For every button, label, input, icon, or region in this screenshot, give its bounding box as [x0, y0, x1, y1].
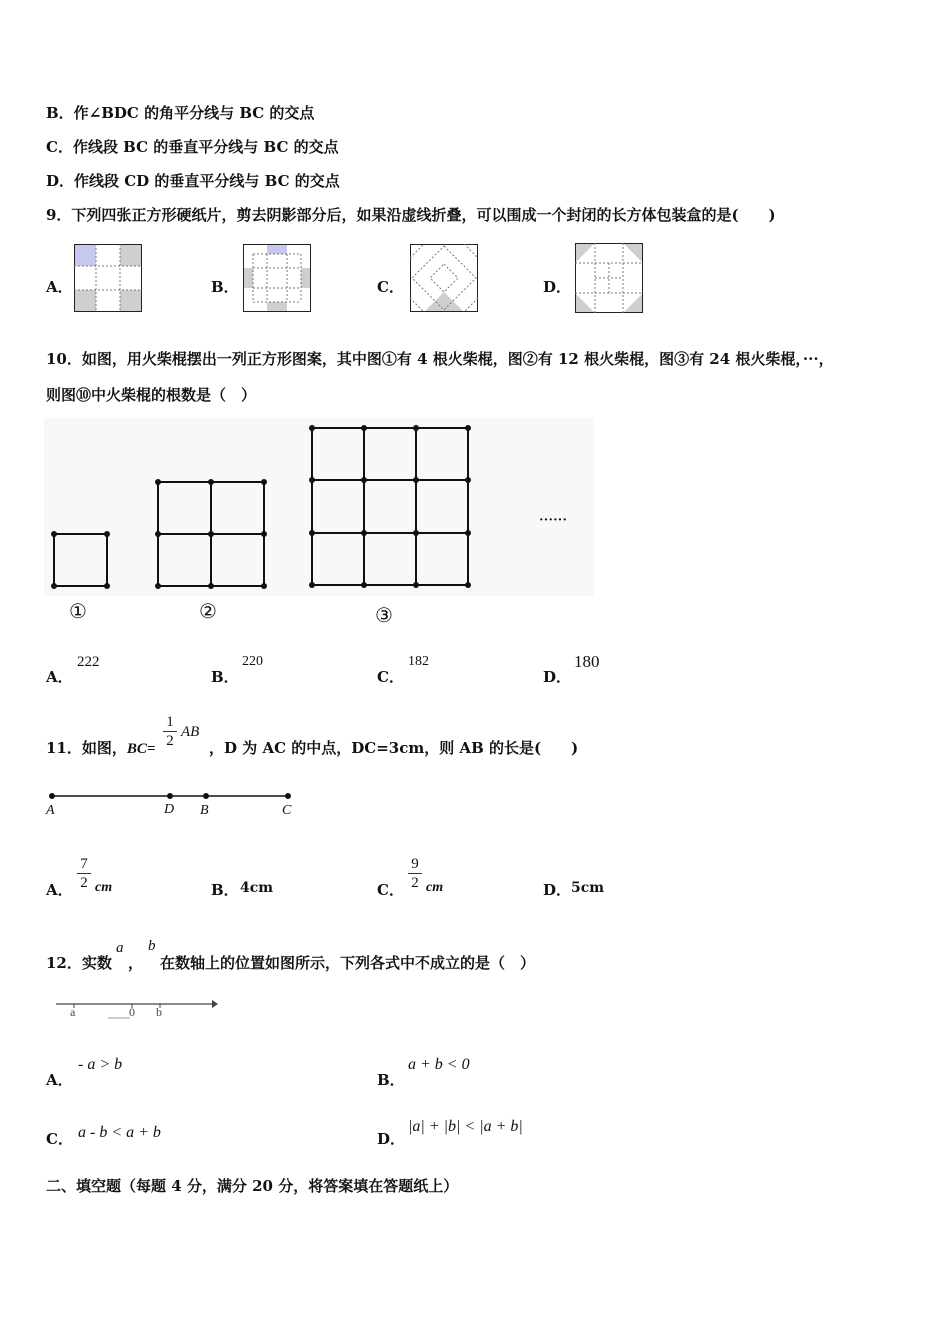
q11-bc-eq: BC=	[126, 741, 156, 757]
q11-c-den: 2	[411, 875, 419, 891]
q11-a-unit: cm	[95, 880, 113, 895]
q8-option-c: C．作线段 BC 的垂直平分线与 BC 的交点	[46, 138, 339, 156]
q8-option-b: B．作∠BDC 的角平分线与 BC 的交点	[46, 104, 315, 122]
q12-stem-suffix: 在数轴上的位置如图所示，下列各式中不成立的是（ ）	[160, 954, 536, 972]
q12-axis-0: 0	[129, 1005, 135, 1019]
q12-var-b: b	[148, 938, 156, 954]
q11-point-c: C	[282, 803, 292, 818]
q10-value-a: 222	[77, 654, 100, 670]
q12-label-b: B．	[377, 1071, 405, 1089]
q12-var-a: a	[116, 940, 124, 956]
q11-label-b: B．	[211, 881, 239, 899]
q10-label-d: D．	[543, 668, 572, 686]
q12-sep: ，	[128, 954, 144, 972]
q12-option-c: a - b < a + b	[78, 1124, 161, 1141]
q12-axis-b: b	[156, 1005, 162, 1019]
q11-point-a: A	[46, 803, 55, 818]
q11-c-unit: cm	[426, 880, 444, 895]
q11-point-d: D	[164, 802, 175, 817]
q9-figure-d	[575, 243, 643, 313]
q9-stem: 9．下列四张正方形硬纸片，剪去阴影部分后，如果沿虚线折叠，可以围成一个封闭的长方体包装盒的是( )	[46, 206, 776, 224]
q11-point-b: B	[200, 803, 209, 818]
q10-value-c: 182	[408, 654, 429, 669]
q10-matchstick-figure	[44, 418, 594, 636]
q12-label-d: D．	[377, 1130, 406, 1148]
q11-c-num: 9	[408, 855, 422, 874]
q11-stem-mid: ，D 为 AC 的中点，DC=3cm，则 AB 的长是( )	[209, 739, 579, 757]
q10-stem-line2: 则图⑩中火柴棍的根数是（ ）	[46, 386, 257, 404]
q10-figure-label-3: ③	[375, 605, 393, 627]
q11-frac-den: 2	[166, 733, 174, 749]
q11-a-num: 7	[77, 855, 91, 874]
q11-stem-prefix: 11．如图，	[46, 739, 127, 757]
q10-label-c: C．	[377, 668, 404, 686]
q11-option-a-frac	[77, 855, 91, 892]
q9-label-b: B．	[211, 278, 239, 296]
q9-figure-c	[410, 244, 478, 312]
q11-label-a: A．	[46, 881, 73, 899]
q10-ellipsis: ······	[539, 513, 568, 528]
q12-option-b: a + b < 0	[408, 1056, 470, 1073]
q12-option-a: - a > b	[78, 1056, 123, 1073]
q11-b-value: 4cm	[240, 880, 274, 896]
q11-label-d: D．	[543, 881, 572, 899]
q10-stem-line1: 10．如图，用火柴棍摆出一列正方形图案，其中图①有 4 根火柴棍，图②有 12 根火柴棍，图③有 24 根火柴棍，···，	[46, 350, 834, 368]
q11-segment-figure	[44, 786, 300, 820]
q12-label-a: A．	[46, 1071, 73, 1089]
q11-fraction	[163, 713, 177, 750]
q10-figure-label-1: ①	[69, 601, 87, 623]
q11-frac-num: 1	[163, 713, 177, 732]
q9-label-c: C．	[377, 278, 404, 296]
q11-d-value: 5cm	[571, 880, 605, 896]
q12-label-c: C．	[46, 1130, 73, 1148]
q12-number-line	[52, 996, 222, 1022]
q10-figure-label-2: ②	[199, 601, 217, 623]
section2-title: 二、填空题（每题 4 分，满分 20 分，将答案填在答题纸上）	[46, 1177, 459, 1195]
q11-stem	[46, 737, 155, 758]
q10-value-b: 220	[242, 654, 263, 669]
q10-label-a: A．	[46, 668, 73, 686]
q12-axis-a: a	[70, 1005, 76, 1019]
q11-label-c: C．	[377, 881, 404, 899]
q12-option-d: |a| + |b| < |a + b|	[408, 1118, 523, 1135]
q9-figure-a	[74, 244, 142, 312]
q11-a-den: 2	[80, 875, 88, 891]
q10-label-b: B．	[211, 668, 239, 686]
q11-option-c-frac	[408, 855, 422, 892]
q9-label-a: A．	[46, 278, 73, 296]
q12-stem-prefix: 12．实数	[46, 954, 112, 972]
q9-figure-b	[243, 244, 311, 312]
q8-option-d: D．作线段 CD 的垂直平分线与 BC 的交点	[46, 172, 340, 190]
q10-value-d: 180	[574, 652, 600, 671]
q11-frac-tail: AB	[181, 724, 200, 740]
q9-label-d: D．	[543, 278, 572, 296]
